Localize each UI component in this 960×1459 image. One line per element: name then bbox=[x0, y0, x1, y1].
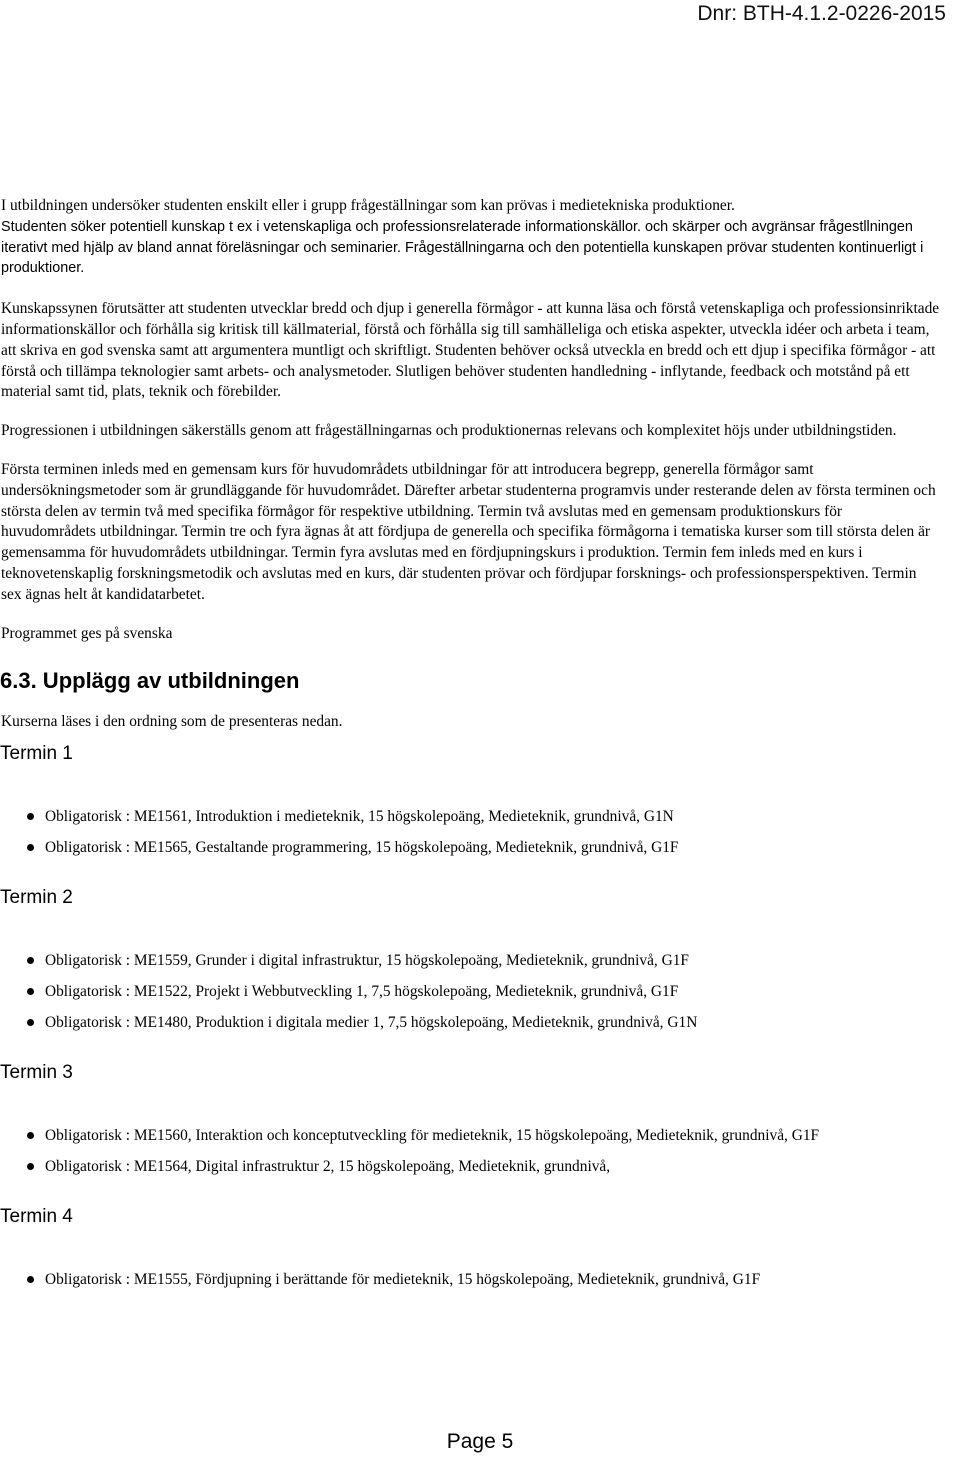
bullet-icon bbox=[27, 957, 34, 964]
page-number: Page 5 bbox=[446, 1430, 514, 1453]
bullet-icon bbox=[27, 813, 34, 820]
bullet-icon bbox=[27, 844, 34, 851]
course-list bbox=[0, 945, 940, 1038]
bullet-icon bbox=[27, 1163, 34, 1170]
spacer bbox=[0, 1182, 940, 1204]
bullet-icon bbox=[27, 1276, 34, 1283]
course-item bbox=[0, 801, 940, 832]
course-item bbox=[0, 1264, 940, 1295]
spacer bbox=[0, 1086, 940, 1120]
paragraph-progression: Progressionen i utbildningen säkerställs genom att frågeställningarnas och produktionernas relevans och komplexitet höjs under utbildningstiden. bbox=[1, 422, 897, 440]
course-text: Obligatorisk : ME1480, Produktion i digitala medier 1, 7,5 högskolepoäng, Medieteknik, grundnivå, G1N bbox=[45, 1014, 698, 1032]
terms-list bbox=[0, 741, 940, 1317]
bullet-icon bbox=[27, 1019, 34, 1026]
term-section bbox=[0, 741, 940, 885]
paragraph-investigation bbox=[1, 196, 940, 279]
bullet-icon bbox=[27, 1132, 34, 1139]
term-heading: Termin 4 bbox=[0, 1206, 73, 1228]
course-text: Obligatorisk : ME1559, Grunder i digital infrastruktur, 15 högskolepoäng, Medieteknik, grundnivå, G1F bbox=[45, 952, 689, 970]
document-reference-number: Dnr: BTH-4.1.2-0226-2015 bbox=[697, 2, 946, 25]
course-item bbox=[0, 945, 940, 976]
course-text: Obligatorisk : ME1560, Interaktion och konceptutveckling för medieteknik, 15 högskolepoäng, Medieteknik, grundnivå, G1F bbox=[45, 1127, 820, 1145]
term-heading: Termin 3 bbox=[0, 1062, 73, 1084]
spacer bbox=[0, 1295, 940, 1317]
term-section bbox=[0, 885, 940, 1060]
course-text: Obligatorisk : ME1555, Fördjupning i berättande för medieteknik, 15 högskolepoäng, Medieteknik, grundnivå, G1F bbox=[45, 1271, 761, 1289]
paragraph-investigation-sentences-2: Studenten söker potentiell kunskap t ex i vetenskapliga och professionsrelaterade informationskällor. och skärper och avgränsar frågestllningen iterativt med hjälp av bland annat föreläsningar och seminarier. Frågeställningarna och den potentiella kunskapen prövar studenten kontinuerligt i produktioner. bbox=[1, 218, 924, 277]
paragraph-knowledge-view: Kunskapssynen förutsätter att studenten utvecklar bredd och djup i generella förmågor - att kunna läsa och förstå vetenskapliga och professionsinriktade informationskällor och förhålla sig kritisk till källmaterial, förstå och förhålla sig till samhälleliga och etiska aspekter, utveckla idéer och arbeta i team, att skriva en god svenska samt att argumentera muntligt och skriftligt. Studenten behöver också utveckla en bredd och ett djup i specifika förmågor - att förstå och tillämpa teknologier samt arbets- och analysmetoder. Slutligen behöver studenten handledning - inflytande, feedback och motstånd på ett material samt tid, plats, teknik och förebilder. bbox=[1, 300, 940, 401]
course-list bbox=[0, 1264, 940, 1295]
term-section bbox=[0, 1060, 940, 1204]
course-item bbox=[0, 1151, 940, 1182]
document-body bbox=[0, 196, 940, 1317]
paragraph-investigation-sentence-1: I utbildningen undersöker studenten enskilt eller i grupp frågeställningar som kan prövas i medietekniska produktioner. bbox=[1, 197, 735, 214]
term-section bbox=[0, 1204, 940, 1317]
paragraph-first-term: Första terminen inleds med en gemensam kurs för huvudområdets utbildningar för att introducera begrepp, generella förmågor samt undersökningsmetoder som är grundläggande för huvudområdet. Därefter arbetar studenterna programvis under resterande delen av första terminen och största delen av termin två med specifika förmågor för respektive utbildning. Termin två avslutas med en gemensam produktionskurs för huvudområdets utbildningar. Termin tre och fyra ägnas åt att fördjupa de generella och specifika förmågorna i tematiska kurser som till största delen är gemensamma för huvudområdets utbildningar. Termin fyra avslutas med en fördjupningskurs i produktion. Termin fem inleds med en kurs i teknovetenskaplig forskningsmetodik och avslutas med en kurs, där studenten prövar och fördjupar forsknings- och professionsperspektiven. Termin sex ägnas helt åt kandidatarbetet. bbox=[1, 460, 936, 603]
spacer bbox=[0, 863, 940, 885]
course-text: Obligatorisk : ME1522, Projekt i Webbutveckling 1, 7,5 högskolepoäng, Medieteknik, grundnivå, G1F bbox=[45, 983, 679, 1001]
spacer bbox=[0, 1038, 940, 1060]
course-text: Obligatorisk : ME1561, Introduktion i medieteknik, 15 högskolepoäng, Medieteknik, grundnivå, G1N bbox=[45, 808, 674, 826]
course-item bbox=[0, 832, 940, 863]
course-text: Obligatorisk : ME1564, Digital infrastruktur 2, 15 högskolepoäng, Medieteknik, grundnivå, bbox=[45, 1158, 611, 1176]
course-list bbox=[0, 801, 940, 863]
spacer bbox=[0, 767, 940, 801]
bullet-icon bbox=[27, 988, 34, 995]
term-heading: Termin 2 bbox=[0, 887, 73, 909]
course-item bbox=[0, 1007, 940, 1038]
course-item bbox=[0, 1120, 940, 1151]
course-text: Obligatorisk : ME1565, Gestaltande programmering, 15 högskolepoäng, Medieteknik, grundnivå, G1F bbox=[45, 839, 679, 857]
spacer bbox=[0, 1230, 940, 1264]
term-heading: Termin 1 bbox=[0, 743, 73, 765]
section-intro: Kurserna läses i den ordning som de presenteras nedan. bbox=[1, 713, 343, 731]
spacer bbox=[0, 911, 940, 945]
course-list bbox=[0, 1120, 940, 1182]
section-heading: 6.3. Upplägg av utbildningen bbox=[0, 668, 300, 694]
course-item bbox=[0, 976, 940, 1007]
paragraph-language: Programmet ges på svenska bbox=[1, 624, 173, 642]
